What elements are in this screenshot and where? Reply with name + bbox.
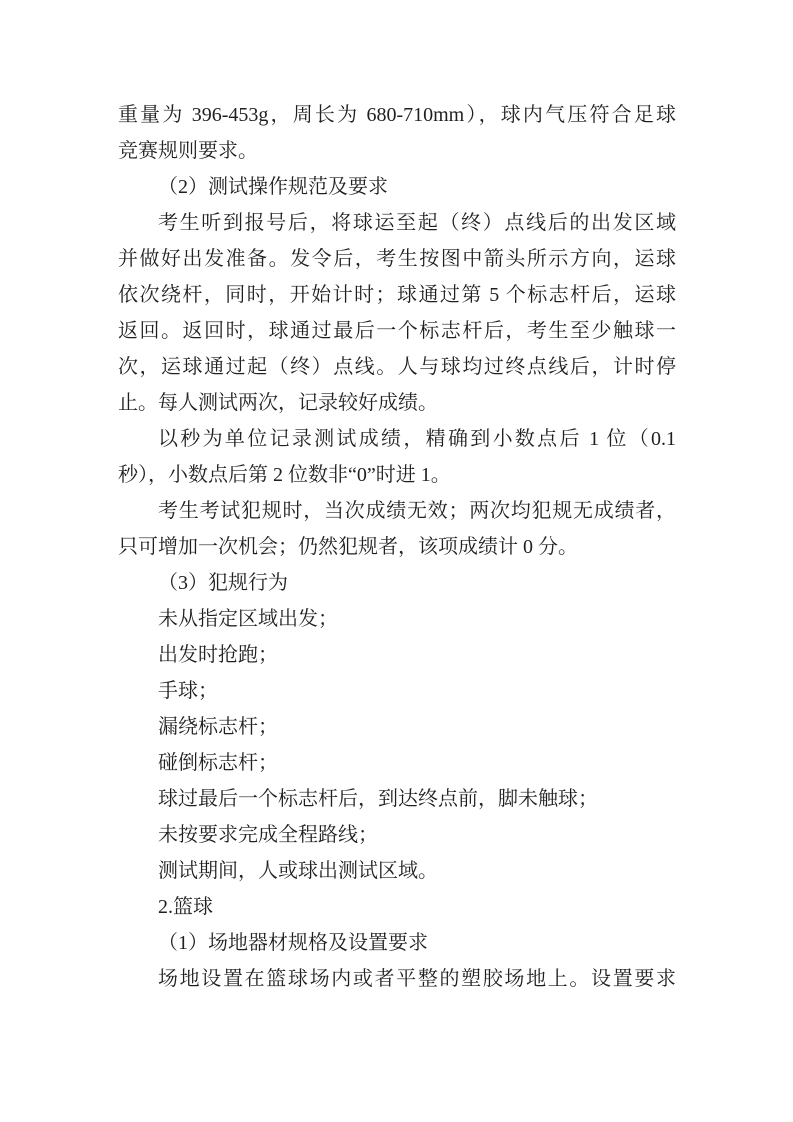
text-line: （2）测试操作规范及要求 xyxy=(158,176,388,198)
text-line: 止。每人测试两次，记录较好成绩。 xyxy=(118,392,438,414)
text-line: 考生听到报号后，将球运至起（终）点线后的出发区域 xyxy=(158,212,676,234)
text-line: 以秒为单位记录测试成绩，精确到小数点后 1 位（0.1 xyxy=(158,428,676,450)
text-line: 考生考试犯规时，当次成绩无效；两次均犯规无成绩者， xyxy=(158,500,676,522)
text-line: 漏绕标志杆； xyxy=(158,716,278,738)
text-line: 球过最后一个标志杆后，到达终点前，脚未触球； xyxy=(158,788,598,810)
text-line: 秒），小数点后第 2 位数非“0”时进 1。 xyxy=(118,464,451,486)
text-line: 未按要求完成全程路线； xyxy=(158,824,378,846)
text-line: 返回。返回时，球通过最后一个标志杆后，考生至少触球一 xyxy=(118,320,676,342)
text-line: 2.篮球 xyxy=(158,896,213,918)
text-line: 出发时抢跑； xyxy=(158,644,278,666)
text-line: 并做好出发准备。发令后，考生按图中箭头所示方向，运球 xyxy=(118,248,676,270)
text-line: （1）场地器材规格及设置要求 xyxy=(158,932,428,954)
text-line: 碰倒标志杆； xyxy=(158,752,278,774)
text-line: 次，运球通过起（终）点线。人与球均过终点线后，计时停 xyxy=(118,356,676,378)
text-line: 场地设置在篮球场内或者平整的塑胶场地上。设置要求 xyxy=(158,968,676,990)
text-line: 依次绕杆，同时，开始计时；球通过第 5 个标志杆后，运球 xyxy=(118,284,676,306)
text-line: （3）犯规行为 xyxy=(158,572,288,594)
text-line: 测试期间，人或球出测试区域。 xyxy=(158,860,438,882)
text-line: 重量为 396-453g，周长为 680-710mm），球内气压符合足球 xyxy=(118,104,676,126)
text-block xyxy=(118,97,676,997)
text-line: 未从指定区域出发； xyxy=(158,608,338,630)
text-line: 手球； xyxy=(158,680,218,702)
text-line: 只可增加一次机会；仍然犯规者，该项成绩计 0 分。 xyxy=(118,536,578,558)
text-line: 竞赛规则要求。 xyxy=(118,140,258,162)
